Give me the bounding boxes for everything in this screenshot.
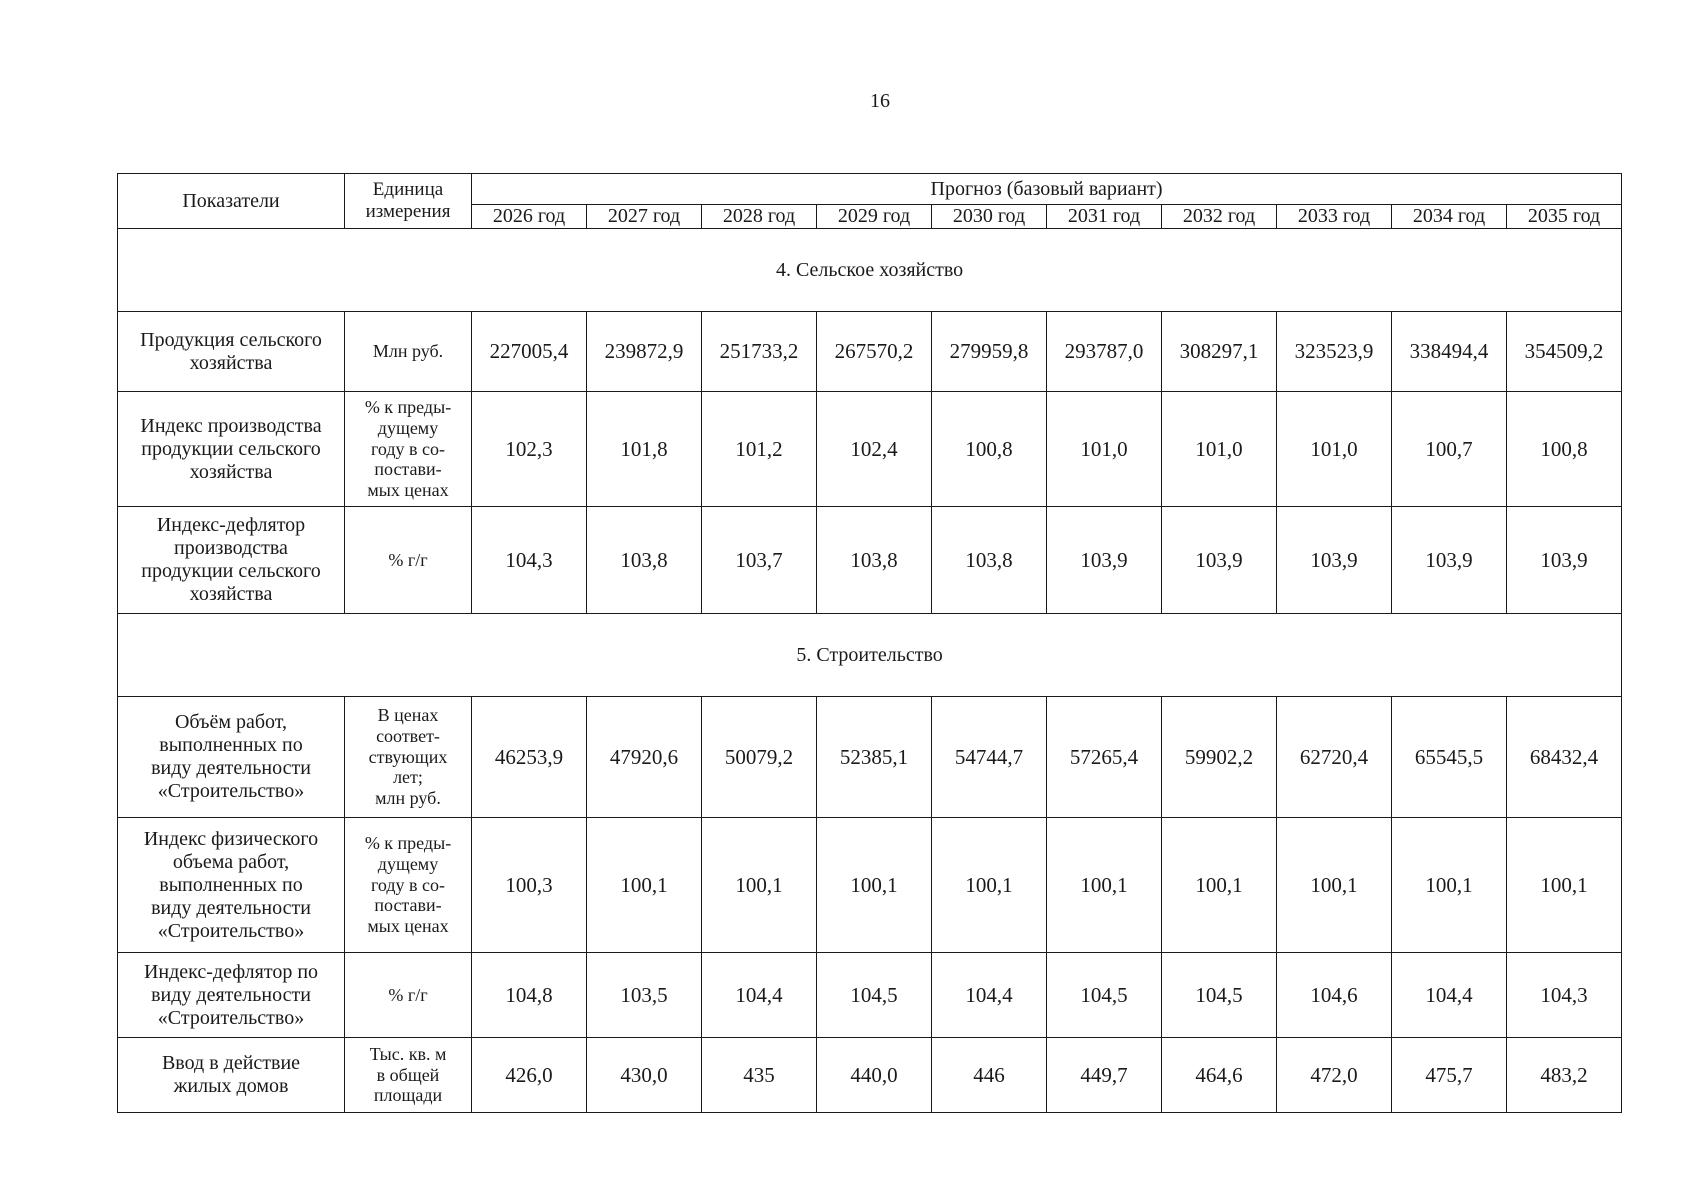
value-cell: 59902,2	[1162, 697, 1277, 818]
value-cell: 100,8	[1507, 392, 1622, 507]
value-cell: 464,6	[1162, 1038, 1277, 1113]
indicator-name-line: объема работ,	[172, 850, 290, 873]
value-cell: 100,1	[1392, 818, 1507, 953]
indicator-name-line: хозяйства	[189, 583, 273, 605]
value-cell: 104,5	[1162, 953, 1277, 1038]
value-cell: 104,5	[1047, 953, 1162, 1038]
value-cell: 338494,4	[1392, 312, 1507, 392]
table-header	[118, 174, 1622, 229]
header-year: 2035 год	[1507, 205, 1622, 229]
value-cell: 100,1	[587, 818, 702, 953]
unit-line: в общей	[376, 1064, 440, 1085]
header-year: 2034 год	[1392, 205, 1507, 229]
header-unit	[345, 174, 472, 229]
value-cell: 103,7	[702, 507, 817, 614]
page-number: 16	[870, 90, 890, 112]
header-unit-line: измерения	[365, 201, 451, 222]
indicator-name-cell	[118, 392, 345, 507]
value-cell: 103,8	[817, 507, 932, 614]
table-body	[118, 229, 1622, 1113]
value-cell: 323523,9	[1277, 312, 1392, 392]
value-cell: 62720,4	[1277, 697, 1392, 818]
value-cell: 104,4	[1392, 953, 1507, 1038]
value-cell: 279959,8	[932, 312, 1047, 392]
header-year: 2027 год	[587, 205, 702, 229]
value-cell: 101,2	[702, 392, 817, 507]
indicator-name-cell	[118, 818, 345, 953]
indicator-name-cell	[118, 507, 345, 614]
unit-line: площади	[373, 1085, 443, 1106]
table-row	[118, 697, 1622, 818]
unit-line: году в со-	[370, 874, 446, 895]
unit-line: Тыс. кв. м	[369, 1043, 447, 1064]
unit-line: ствующих	[368, 746, 448, 767]
section-title: 5. Строительство	[118, 614, 1622, 697]
table-row	[118, 953, 1622, 1038]
section-row	[118, 614, 1622, 697]
table-row	[118, 1038, 1622, 1113]
value-cell: 426,0	[472, 1038, 587, 1113]
value-cell: 68432,4	[1507, 697, 1622, 818]
indicator-name-line: жилых домов	[173, 1075, 289, 1097]
value-cell: 100,7	[1392, 392, 1507, 507]
value-cell: 54744,7	[932, 697, 1047, 818]
value-cell: 65545,5	[1392, 697, 1507, 818]
value-cell: 102,3	[472, 392, 587, 507]
unit-line: мых ценах	[367, 480, 449, 501]
indicator-name-cell	[118, 312, 345, 392]
indicator-name-line: «Строительство»	[157, 780, 305, 802]
indicator-name-cell	[118, 697, 345, 818]
value-cell: 446	[932, 1038, 1047, 1113]
value-cell: 100,1	[702, 818, 817, 953]
value-cell: 103,5	[587, 953, 702, 1038]
indicator-name-line: хозяйства	[189, 351, 273, 374]
unit-cell	[345, 312, 472, 392]
table-row	[118, 312, 1622, 392]
header-year: 2029 год	[817, 205, 932, 229]
indicator-name-line: продукции сельского	[141, 437, 321, 460]
value-cell: 101,8	[587, 392, 702, 507]
unit-cell	[345, 507, 472, 614]
unit-line: соответ-	[376, 725, 440, 746]
value-cell: 483,2	[1507, 1038, 1622, 1113]
indicator-name-line: Объём работ,	[174, 711, 288, 733]
value-cell: 100,1	[932, 818, 1047, 953]
value-cell: 267570,2	[817, 312, 932, 392]
unit-line: году в со-	[370, 438, 446, 459]
value-cell: 251733,2	[702, 312, 817, 392]
header-year: 2026 год	[472, 205, 587, 229]
indicator-name-line: виду деятельности	[151, 757, 311, 779]
unit-line: % к преды-	[364, 397, 452, 418]
value-cell: 103,9	[1047, 507, 1162, 614]
unit-line: постави-	[374, 895, 442, 916]
value-cell: 101,0	[1277, 392, 1392, 507]
value-cell: 100,1	[817, 818, 932, 953]
unit-line: % г/г	[388, 549, 428, 570]
unit-line: Млн руб.	[372, 341, 444, 362]
value-cell: 103,9	[1162, 507, 1277, 614]
unit-line: В ценах	[377, 705, 439, 726]
value-cell: 103,9	[1392, 507, 1507, 614]
indicator-name-line: выполненных по	[159, 873, 303, 896]
indicator-name-line: «Строительство»	[157, 1006, 305, 1029]
value-cell: 475,7	[1392, 1038, 1507, 1113]
header-year: 2030 год	[932, 205, 1047, 229]
unit-cell	[345, 392, 472, 507]
value-cell: 104,4	[702, 953, 817, 1038]
header-forecast: Прогноз (базовый вариант)	[472, 174, 1622, 205]
unit-line: % к преды-	[364, 833, 452, 854]
value-cell: 103,9	[1507, 507, 1622, 614]
indicator-name-line: Продукция сельского	[140, 328, 322, 351]
unit-line: дущему	[377, 417, 439, 438]
indicator-name-line: производства	[174, 537, 288, 559]
value-cell: 104,3	[1507, 953, 1622, 1038]
table-row	[118, 392, 1622, 507]
indicator-name-line: Индекс-дефлятор по	[143, 960, 319, 983]
indicator-name-line: выполненных по	[159, 734, 303, 756]
value-cell: 104,3	[472, 507, 587, 614]
value-cell: 102,4	[817, 392, 932, 507]
indicator-name-cell	[118, 953, 345, 1038]
value-cell: 104,6	[1277, 953, 1392, 1038]
header-year: 2031 год	[1047, 205, 1162, 229]
indicator-name-line: Индекс физического	[143, 827, 319, 850]
header-year: 2032 год	[1162, 205, 1277, 229]
value-cell: 103,8	[587, 507, 702, 614]
indicator-name-cell	[118, 1038, 345, 1113]
value-cell: 104,4	[932, 953, 1047, 1038]
value-cell: 100,1	[1277, 818, 1392, 953]
unit-cell	[345, 697, 472, 818]
indicator-name-line: Ввод в действие	[161, 1052, 301, 1074]
value-cell: 100,3	[472, 818, 587, 953]
value-cell: 101,0	[1162, 392, 1277, 507]
indicator-name-line: «Строительство»	[157, 919, 305, 942]
value-cell: 239872,9	[587, 312, 702, 392]
unit-line: мых ценах	[367, 916, 449, 937]
value-cell: 101,0	[1047, 392, 1162, 507]
unit-line: лет;	[393, 767, 423, 788]
value-cell: 52385,1	[817, 697, 932, 818]
indicator-name-line: виду деятельности	[151, 896, 311, 919]
indicator-name-line: хозяйства	[189, 460, 273, 483]
value-cell: 430,0	[587, 1038, 702, 1113]
section-row	[118, 229, 1622, 312]
value-cell: 308297,1	[1162, 312, 1277, 392]
table-row	[118, 818, 1622, 953]
value-cell: 50079,2	[702, 697, 817, 818]
value-cell: 449,7	[1047, 1038, 1162, 1113]
indicator-name-line: виду деятельности	[151, 983, 311, 1006]
value-cell: 100,1	[1047, 818, 1162, 953]
value-cell: 57265,4	[1047, 697, 1162, 818]
unit-line: млн руб.	[375, 788, 441, 809]
value-cell: 293787,0	[1047, 312, 1162, 392]
value-cell: 104,8	[472, 953, 587, 1038]
forecast-table	[117, 173, 1622, 1113]
value-cell: 103,9	[1277, 507, 1392, 614]
indicator-name-line: Индекс-дефлятор	[156, 514, 306, 536]
value-cell: 46253,9	[472, 697, 587, 818]
unit-cell	[345, 818, 472, 953]
header-year: 2028 год	[702, 205, 817, 229]
header-year: 2033 год	[1277, 205, 1392, 229]
value-cell: 100,1	[1162, 818, 1277, 953]
value-cell: 104,5	[817, 953, 932, 1038]
unit-line: % г/г	[388, 984, 428, 1005]
value-cell: 354509,2	[1507, 312, 1622, 392]
value-cell: 440,0	[817, 1038, 932, 1113]
value-cell: 47920,6	[587, 697, 702, 818]
unit-line: дущему	[377, 853, 439, 874]
value-cell: 100,8	[932, 392, 1047, 507]
value-cell: 103,8	[932, 507, 1047, 614]
unit-cell	[345, 953, 472, 1038]
header-indicator: Показатели	[118, 174, 345, 229]
value-cell: 472,0	[1277, 1038, 1392, 1113]
value-cell: 227005,4	[472, 312, 587, 392]
section-title: 4. Сельское хозяйство	[118, 229, 1622, 312]
unit-cell	[345, 1038, 472, 1113]
table-row	[118, 507, 1622, 614]
value-cell: 435	[702, 1038, 817, 1113]
header-unit-line: Единица	[372, 179, 444, 201]
indicator-name-line: продукции сельского	[141, 560, 321, 582]
indicator-name-line: Индекс производства	[140, 414, 322, 437]
value-cell: 100,1	[1507, 818, 1622, 953]
unit-line: постави-	[374, 459, 442, 480]
